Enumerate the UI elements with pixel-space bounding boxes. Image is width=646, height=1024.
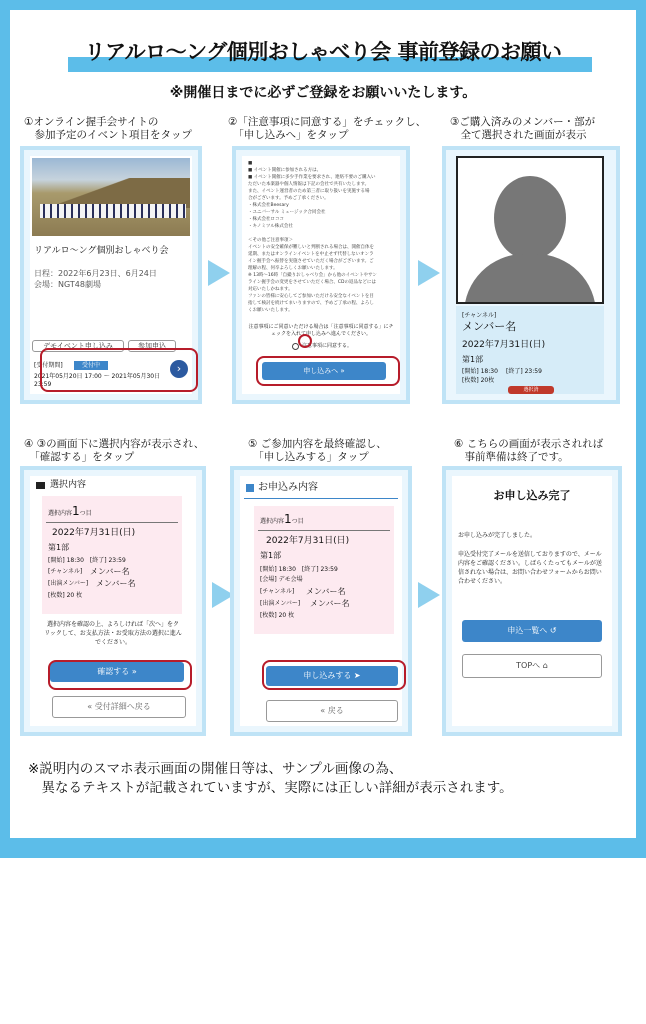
period-text: 2021年05月20日 17:00 ～ 2021年05月30日 23:59 [34, 373, 161, 388]
step-6-caption: ⑥ こちらの画面が表示されれば 事前準備は終了です。 [454, 438, 604, 463]
terms-line: ・ユニバーサル ミュージック合同会社 [248, 210, 326, 215]
ticket-count: [枚数] 20枚 [462, 377, 495, 384]
page-subtitle: ※開催日までに必ずご登録をお願いいたします。 [169, 85, 477, 101]
step-2-highlight [256, 356, 400, 386]
channel-label: [チャンネル] [260, 588, 295, 595]
back-to-detail-button[interactable]: « 受付詳細へ戻る [52, 696, 186, 718]
step-2-caption: ②「注意事項に同意する」をチェックし、 「申し込みへ」をタップ [228, 116, 427, 141]
next-arrow-icon[interactable]: › [170, 360, 188, 378]
performer-label: [出演メンバー] [48, 580, 89, 587]
terms-line: ・株式会社Beesary [248, 203, 289, 208]
performer-name: メンバー名 [310, 599, 350, 608]
selection-number: 選択内容1つ目 [48, 504, 92, 518]
confirm-description: 選択内容を確認の上、よろしければ「次へ」をクリックして、お支払方法・お受取方法の選択に進んでください。 [44, 621, 182, 646]
event-time: [開始] 18:30 [終了] 23:59 [260, 566, 338, 573]
venue-label: [会場] デモ会場 [260, 576, 303, 583]
page-title: リアルロ～ング個別おしゃべり会 事前登録のお願い [84, 40, 562, 64]
terms-line: ライン握手会の変更をさせていただく場合、CDの返品などには [248, 280, 376, 285]
send-icon: ➤ [353, 671, 361, 680]
terms-line: ただいた本楽器や個人情報は下記の会社で共有いたします。 [248, 182, 370, 187]
complete-message: お申し込みが完了しました。 [458, 532, 537, 539]
event-date: 日程：2022年6月23日、6月24日 [34, 269, 157, 278]
demo-apply-button[interactable]: デモイベント申し込み [32, 340, 124, 352]
list-icon [36, 482, 45, 489]
avatar [456, 156, 604, 304]
event-date: 2022年7月31日(日) [266, 536, 350, 546]
terms-line: ・株式会社ロココ [248, 217, 284, 222]
event-part: 第1部 [462, 355, 484, 364]
step-1-screen [20, 146, 202, 404]
member-name: メンバー名 [462, 320, 517, 333]
performer-label: [出演メンバー] [260, 600, 301, 607]
join-apply-button[interactable]: 参加申込 [128, 340, 176, 352]
selection-card [42, 496, 182, 614]
arrow-2-3 [418, 260, 440, 286]
step-5-highlight [262, 660, 406, 690]
complete-heading: お申し込み完了 [493, 489, 571, 502]
event-part: 第1部 [48, 543, 70, 552]
header-square-icon [246, 484, 254, 492]
step-3-screen [442, 146, 620, 404]
step-5-caption: ⑤ ご参加内容を最終確認し、 「申し込みする」タップ [248, 438, 387, 463]
footer-note: ※説明内のスマホ表示画面の開催日等は、サンプル画像の為、 異なるテキストが記載されていますが、実際には正しい詳細が表示されます。 [28, 761, 513, 796]
confirm-button[interactable]: 確認する » [50, 662, 184, 682]
step-4-highlight [48, 660, 192, 690]
step-1-highlight [40, 348, 198, 392]
terms-line: くお願いいたします。 [248, 308, 293, 313]
apply-next-button[interactable]: 申し込みへ » [262, 362, 386, 380]
terms-line [248, 230, 394, 237]
member-name: メンバー名 [90, 567, 130, 576]
phone-3 [452, 156, 610, 394]
terms-line: イベントの安全確保が難しいと判断される場合は、開催自体を [248, 245, 374, 250]
terms-line: また、イベント運営者のため第三者に取り扱いを実施する場 [248, 189, 370, 194]
content-panel [10, 10, 636, 838]
order-card [254, 506, 394, 634]
terms-line: イン握手会へ振替を実施させていただく場合がございます。ご [248, 259, 374, 264]
member-name: メンバー名 [306, 587, 346, 596]
terms-line: ■ イベント開催に参加される方は、 [248, 168, 322, 173]
status-badge: 受付中 [74, 361, 108, 370]
event-date: 2022年7月31日(日) [52, 528, 136, 538]
phone-6 [452, 476, 612, 726]
agree-note: 注意事項にご同意いただける場合は「注意事項に同意する」にチェックを入れて申し込みへ進んでください。 [248, 324, 394, 337]
back-button[interactable]: « 戻る [266, 700, 398, 722]
terms-line: ※ 13時～16時「自撮りおしゃべり会」から他のイベントやサン [248, 273, 377, 278]
selection-header: 選択内容 [50, 480, 87, 490]
terms-line: 理解の程、何卒よろしくお願いいたします。 [248, 266, 338, 271]
event-part: 第1部 [260, 551, 282, 560]
order-header: お申込み内容 [258, 482, 318, 493]
step-4-caption: ④ ③の画面下に選択内容が表示され、 「確認する」をタップ [24, 438, 205, 463]
terms-line: 合がございます。予めご了承ください。 [248, 196, 329, 201]
mail-notice: 申込受付完了メールを送信しておりますので、メール内容をご確認ください。しばらくたってもメールが送信されない場合は、お問い合わせフォームからお問い合わせください。 [458, 551, 602, 585]
terms-line: 対応いたしかねます。 [248, 287, 293, 292]
period-label: [受付期間] [34, 362, 63, 369]
checkbox-highlight [298, 334, 312, 348]
event-venue: 会場：NGT48劇場 [34, 280, 101, 289]
step-6-screen [442, 466, 622, 736]
selected-button[interactable]: 選択済 [508, 386, 554, 394]
submit-application-button[interactable]: 申し込みする ➤ [266, 666, 398, 686]
terms-line: ■ [248, 161, 253, 166]
ticket-count: [枚数] 20 枚 [260, 612, 295, 619]
terms-line: ・キノミツル株式会社 [248, 224, 293, 229]
terms-text [248, 160, 394, 314]
terms-line: ＜その他ご注意事項＞ [248, 238, 293, 243]
application-list-button[interactable]: 申込一覧へ ↺ [462, 620, 602, 642]
ticket-count: [枚数] 20 枚 [48, 592, 83, 599]
agree-label: 注意事項に同意する。 [302, 343, 353, 349]
selection-number: 選択内容1つ目 [260, 512, 304, 526]
start-time: [開始] 18:30 [462, 368, 498, 375]
performer-name: メンバー名 [96, 579, 136, 588]
event-time: [開始] 18:30 [終了] 23:59 [48, 557, 126, 564]
end-time: [終了] 23:59 [506, 368, 542, 375]
arrow-1-2 [208, 260, 230, 286]
step-3-caption: ③ご購入済みのメンバー・部が 全て選択された画面が表示 [450, 116, 596, 141]
channel-label: [チャンネル] [48, 568, 83, 575]
channel-label: [チャンネル] [462, 312, 497, 319]
terms-line: ファンの皆様に安心してご参加いただける安全なイベントを目 [248, 294, 374, 299]
terms-line: 延期、またはオンラインイベントを中止せず代替しないオンラ [248, 252, 374, 257]
step-1-caption: ①オンライン握手会サイトの 参加予定のイベント項目をタップ [24, 116, 192, 141]
group-photo [32, 158, 190, 236]
step-4-screen [20, 466, 206, 736]
step-5-screen [230, 466, 412, 736]
top-button[interactable]: TOPへ ⌂ [462, 654, 602, 678]
terms-line: 指して検討を続けてまいりますので、予めご了承の程、よろし [248, 301, 374, 306]
event-title: リアルロ～ング個別おしゃべり会 [34, 246, 169, 256]
arrow-5-6 [418, 582, 440, 608]
terms-line: ■ イベント開催に多少手作業を要求され、連絡不要のご購入い [248, 175, 376, 180]
event-date: 2022年7月31日(日) [462, 340, 546, 350]
step-2-screen [232, 146, 410, 404]
